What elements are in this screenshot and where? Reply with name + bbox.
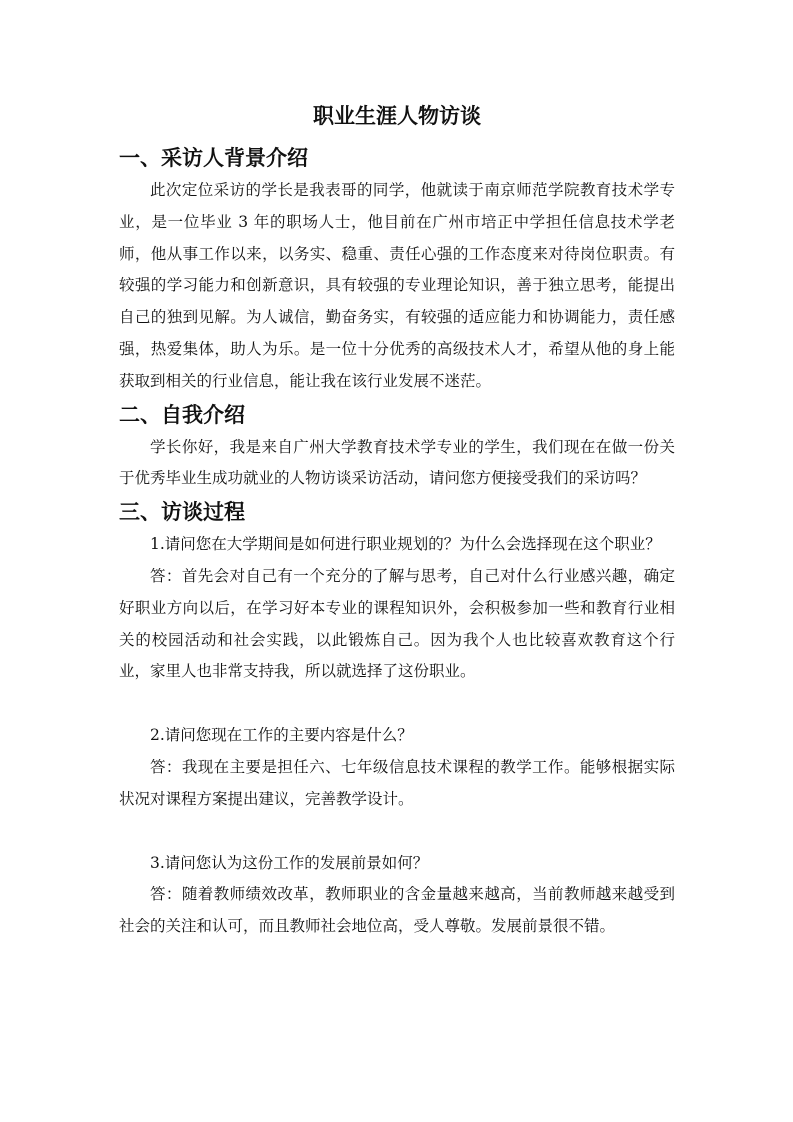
interview-question-2: 2.请问您现在工作的主要内容是什么？ — [150, 726, 413, 745]
section-heading-background: 一、采访人背景介绍 — [119, 146, 308, 170]
interview-answer-3: 答：随着教师绩效改革，教师职业的含金量越来越高，当前教师越来越受到社会的关注和认可，而且教师社会地位高，受人尊敬。发展前景很不错。 — [119, 885, 675, 936]
section-interview — [119, 495, 675, 943]
section-self-intro — [119, 398, 675, 496]
interview-question-3: 3.请问您认为这份工作的发展前景如何？ — [150, 853, 429, 872]
background-paragraph: 此次定位采访的学长是我表哥的同学，他就读于南京师范学院教育技术学专业，是一位毕业 3 年的职场人士，他目前在广州市培正中学担任信息技术学老师，他从事工作以来，以务实、稳重、责任心强的工作态度来对待岗位职责。有较强的学习能力和创新意识，具有较强的专业理论知识，善于独立思考，能提出自己的独到见解。为人诚信，勤奋务实，有较强的适应能力和协调能力，责任感强，热爱集体，助人为乐。是一位十分优秀的高级技术人才，希望从他的身上能获取到相关的行业信息，能让我在该行业发展不迷茫。 — [119, 181, 675, 390]
section-heading-self-intro: 二、自我介绍 — [119, 402, 245, 427]
interview-answer-2: 答：我现在主要是担任六、七年级信息技术课程的教学工作。能够根据实际状况对课程方案提出建议，完善教学设计。 — [119, 757, 675, 808]
interview-question-1: 1.请问您在大学期间是如何进行职业规划的？为什么会选择现在这个职业？ — [150, 535, 661, 554]
document-title: 职业生涯人物访谈 — [313, 103, 481, 128]
section-heading-interview: 三、访谈过程 — [119, 500, 245, 525]
section-background — [119, 141, 675, 398]
blank-line — [119, 816, 675, 848]
document-page — [119, 100, 675, 943]
blank-line — [119, 688, 675, 720]
self-intro-paragraph: 学长你好，我是来自广州大学教育技术学专业的学生，我们现在在做一份关于优秀毕业生成功就业的人物访谈采访活动，请问您方便接受我们的采访吗？ — [119, 437, 675, 488]
interview-answer-1: 答：首先会对自己有一个充分的了解与思考，自己对什么行业感兴趣，确定好职业方向以后，在学习好本专业的课程知识外，会积极参加一些和教育行业相关的校园活动和社会实践，以此锻炼自己。因为我个人也比较喜欢教育这个行业，家里人也非常支持我，所以就选择了这份职业。 — [119, 566, 675, 681]
